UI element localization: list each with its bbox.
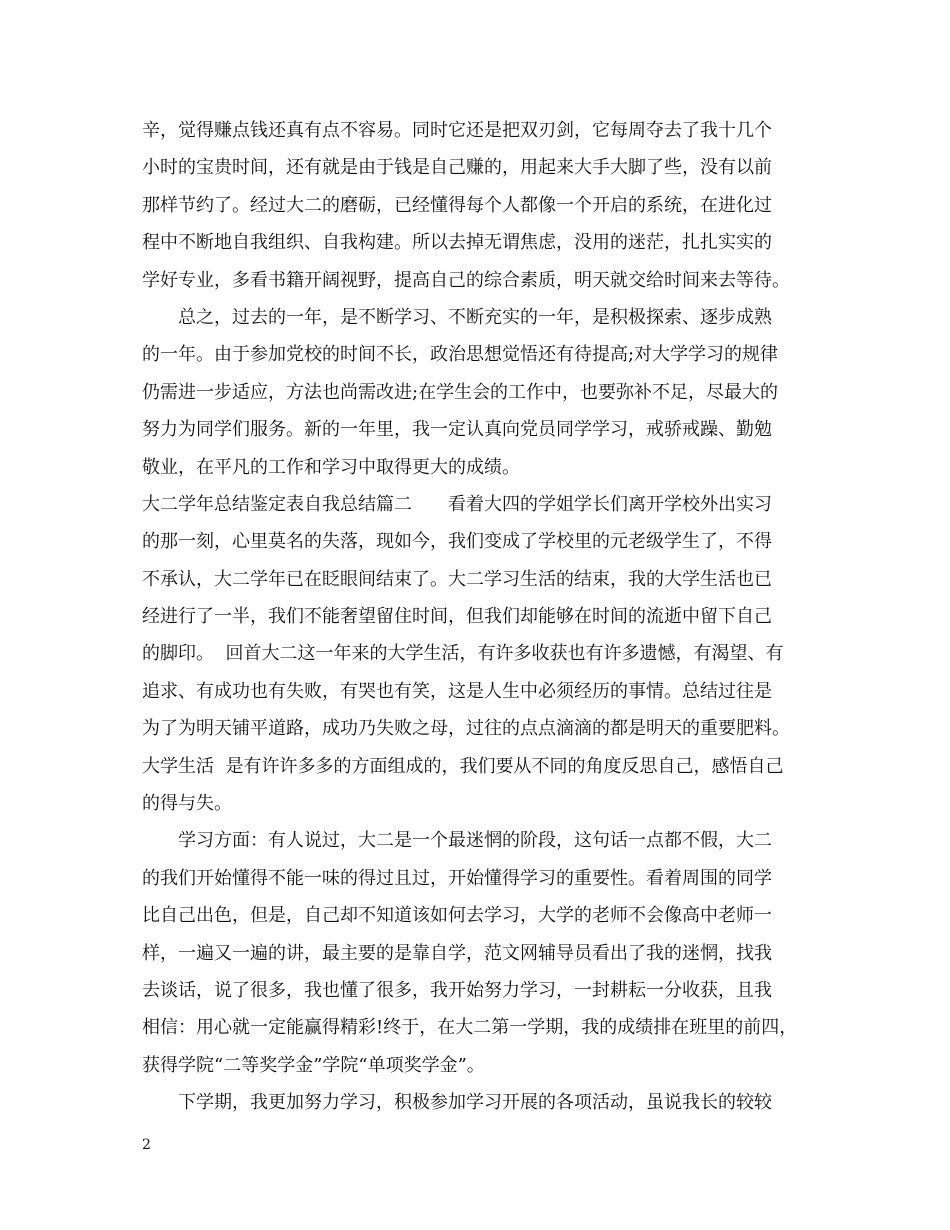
text-line: 的那一刻，心里莫名的失落，现如今，我们变成了学校里的元老级学生了，不得 [142, 531, 772, 553]
text-line: 努力为同学们服务。新的一年里，我一定认真向党员同学学习，戒骄戒躁、勤勉 [142, 419, 772, 441]
text-line: 追求、有成功也有失败，有哭也有笑，这是人生中必须经历的事情。总结过往是 [142, 680, 772, 702]
text-line: 仍需进一步适应，方法也尚需改进;在学生会的工作中，也要弥补不足，尽最大的 [142, 381, 779, 403]
text-line: 敬业，在平凡的工作和学习中取得更大的成绩。 [142, 456, 520, 478]
text-line: 学好专业，多看书籍开阔视野，提高自己的综合素质，明天就交给时间来去等待。 [142, 269, 790, 291]
text-line: 总之，过去的一年，是不断学习、不断充实的一年，是积极探索、逐步成熟 [178, 306, 772, 328]
text-line: 的一年。由于参加党校的时间不长，政治思想觉悟还有待提高;对大学学习的规律 [142, 344, 779, 366]
text-line: 的得与失。 [142, 793, 232, 815]
text-line: 样，一遍又一遍的讲，最主要的是靠自学，范文网辅导员看出了我的迷惘，找我 [142, 942, 772, 964]
text-line: 的脚印。 回首大二这一年来的大学生活，有许多收获也有许多遗憾，有渴望、有 [142, 643, 784, 665]
section-heading-line [142, 486, 832, 523]
text-line: 经进行了一半，我们不能奢望留住时间，但我们却能够在时间的流逝中留下自己 [142, 606, 772, 628]
text-line: 程中不断地自我组织、自我构建。所以去掉无谓焦虑，没用的迷茫，扎扎实实的 [142, 232, 772, 254]
text-line: 为了为明天铺平道路，成功乃失败之母，过往的点点滴滴的都是明天的重要肥料。 [142, 718, 790, 740]
text-line: 辛，觉得赚点钱还真有点不容易。同时它还是把双刃剑，它每周夺去了我十几个 [142, 120, 772, 141]
page-number: 2 [142, 1137, 151, 1153]
text-line: 大学生活 是有许许多多的方面组成的，我们要从不同的角度反思自己，感悟自己 [142, 755, 784, 777]
text-line: 相信：用心就一定能赢得精彩!终于，在大二第一学期，我的成绩排在班里的前四， [142, 1017, 798, 1039]
text-line: 去谈话，说了很多，我也懂了很多，我开始努力学习，一封耕耘一分收获，且我 [142, 979, 772, 1001]
text-line: 小时的宝贵时间，还有就是由于钱是自己赚的，用起来大手大脚了些，没有以前 [142, 157, 772, 179]
text-line: 学习方面：有人说过，大二是一个最迷惘的阶段，这句话一点都不假，大二 [178, 830, 772, 852]
text-line: 获得学院“二等奖学金”学院“单项奖学金”。 [142, 1054, 485, 1076]
section-opening-text: 看着大四的学姐学长们离开学校外出实习 [448, 493, 772, 515]
text-line: 比自己出色，但是，自己却不知道该如何去学习，大学的老师不会像高中老师一 [142, 905, 772, 927]
text-line: 不承认，大二学年已在眨眼间结束了。大二学习生活的结束，我的大学生活也已 [142, 568, 772, 590]
body-text [142, 112, 832, 1122]
text-line: 那样节约了。经过大二的磨砺，已经懂得每个人都像一个开启的系统，在进化过 [142, 194, 772, 216]
section-heading: 大二学年总结鉴定表自我总结篇二 [142, 493, 412, 515]
text-line: 的我们开始懂得不能一味的得过且过，开始懂得学习的重要性。看着周围的同学 [142, 867, 772, 889]
text-line: 下学期，我更加努力学习，积极参加学习开展的各项活动，虽说我长的较较 [178, 1092, 772, 1114]
